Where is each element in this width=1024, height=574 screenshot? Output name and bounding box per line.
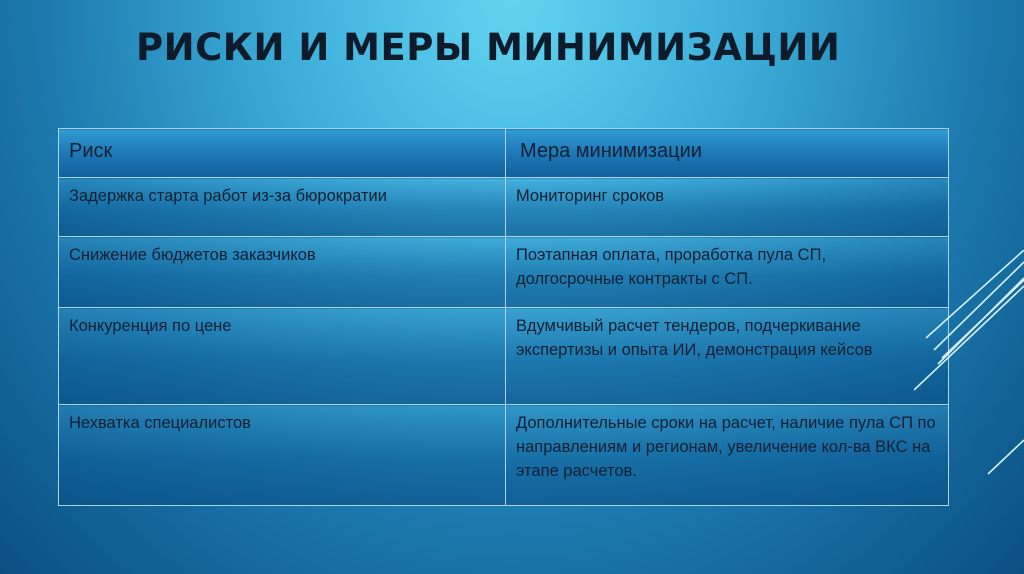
decorative-lines-icon	[914, 250, 1024, 530]
table-row	[59, 237, 949, 308]
mitigation-cell: Вдумчивый расчет тендеров, подчеркивание экспертизы и опыта ИИ, демонстрация кейсов	[506, 308, 949, 405]
header-risk: Риск	[59, 129, 506, 178]
risk-cell: Нехватка специалистов	[59, 405, 506, 506]
risk-cell: Снижение бюджетов заказчиков	[59, 237, 506, 308]
header-mitigation: Мера минимизации	[506, 129, 949, 178]
mitigation-cell: Поэтапная оплата, проработка пула СП, долгосрочные контракты с СП.	[506, 237, 949, 308]
table-row	[59, 178, 949, 237]
risk-cell: Задержка старта работ из-за бюрократии	[59, 178, 506, 237]
table-row	[59, 405, 949, 506]
slide-title: РИСКИ И МЕРЫ МИНИМИЗАЦИИ	[136, 26, 841, 69]
mitigation-cell: Мониторинг сроков	[506, 178, 949, 237]
table-row	[59, 308, 949, 405]
table-header-row	[59, 129, 949, 178]
risk-table	[58, 128, 949, 506]
mitigation-cell: Дополнительные сроки на расчет, наличие пула СП по направлениям и регионам, увеличение кол-ва ВКС на этапе расчетов.	[506, 405, 949, 506]
risk-cell: Конкуренция по цене	[59, 308, 506, 405]
